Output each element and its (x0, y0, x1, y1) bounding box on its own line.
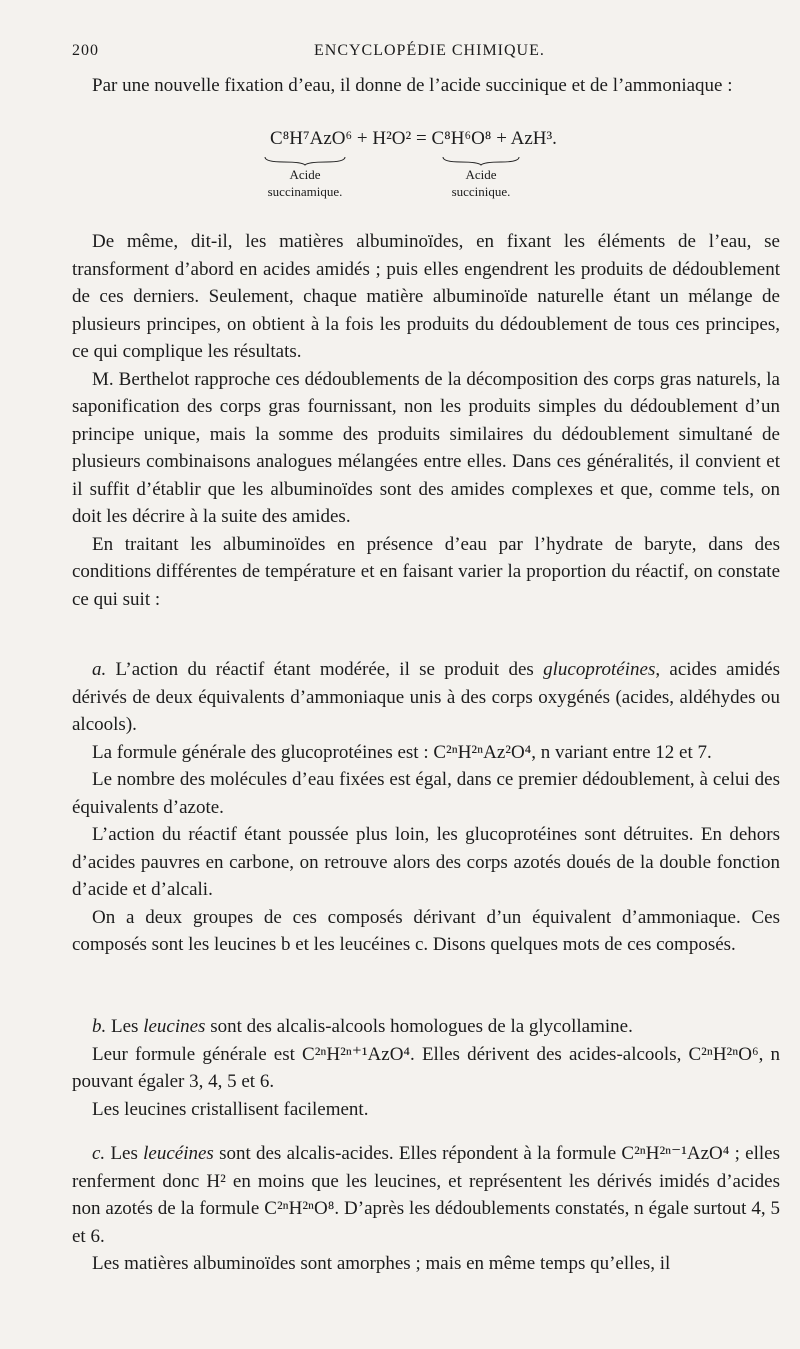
equation-plus-1: + (352, 128, 373, 149)
main-text-block-1 (72, 228, 780, 613)
section-a (72, 656, 780, 959)
item-c-text-1: Les (105, 1143, 144, 1164)
section-b (72, 1013, 780, 1123)
equation-rhs-1: C⁸H⁶O⁸ (431, 128, 492, 149)
item-a-label: a. (92, 659, 107, 680)
paragraph-5: Le nombre des molécules d’eau fixées est égal, dans ce premier dédoublement, à celui des équivalents d’azote. (72, 769, 780, 818)
item-a (72, 656, 780, 739)
item-c-label: c. (92, 1143, 106, 1164)
left-brace-icon (264, 156, 346, 166)
paragraph-9: Les leucines cristallisent facilement. (92, 1098, 369, 1120)
chemical-equation (0, 128, 800, 208)
paragraph-3: En traitant les albuminoïdes en présence d’eau par l’hydrate de baryte, dans des conditions différentes de température et en faisant varier la proportion du réactif, on constate ce qui suit : (72, 533, 780, 610)
item-b-text-1: Les (106, 1016, 144, 1037)
item-a-text-2: , acides amidés dérivés de deux équivalents d’ammoniaque unis à des corps oxygénés (acides, aldéhydes ou alcools). (72, 659, 780, 735)
label-succinique (421, 166, 541, 200)
page-number: 200 (72, 42, 99, 59)
page-header (72, 42, 780, 66)
item-c-text-2: sont des alcalis-acides. Elles répondent à la formule C²ⁿH²ⁿ⁻¹AzO⁴ ; elles renferment donc H² en moins que les leucines, et représentent les dérivés imidés d’acides non azotés de la formule C²ⁿH²ⁿO⁸. D’après les dédoublements constatés, n égale surtout 4, 5 et 6. (72, 1143, 780, 1247)
paragraph-8: Leur formule générale est C²ⁿH²ⁿ⁺¹AzO⁴. Elles dérivent des acides-alcools, C²ⁿH²ⁿO⁶, n pouvant égaler 3, 4, 5 et 6. (72, 1043, 780, 1092)
right-brace-icon (442, 156, 520, 166)
item-b-text-2: sont des alcalis-alcools homologues de la glycollamine. (205, 1016, 633, 1037)
label-right-line-1: Acide (465, 167, 497, 182)
label-right-line-2: succinique. (451, 184, 511, 199)
paragraph-7: On a deux groupes de ces composés dérivant d’un équivalent d’ammoniaque. Ces composés sont les leucines b et les leucéines c. Disons quelques mots de ces composés. (72, 906, 780, 955)
equation-lhs-1: C⁸H⁷AzO⁶ (270, 128, 353, 149)
item-c-italic: leucéines (143, 1143, 214, 1164)
intro-text: Par une nouvelle fixation d’eau, il donne de l’acide succinique et de l’ammoniaque : (92, 75, 733, 96)
equation-plus-2: + (491, 128, 511, 149)
equation-line (270, 128, 557, 150)
equation-rhs-2: AzH³. (510, 128, 557, 149)
item-a-text-1: L’action du réactif étant modérée, il se produit des (106, 659, 544, 680)
paragraph-2: M. Berthelot rapproche ces dédoublements de la décomposition des corps gras naturels, la saponification des corps gras fournissant, non les produits simples du dédoublement d’un principe unique, mais la somme des produits similaires du dédoublement simultané de plusieurs combinaisons analogues mélangées entre elles. Dans ces généralités, il convient et il suffit d’établir que les albuminoïdes sont des amides complexes et que, comme tels, on doit les décrire à la suite des amides. (72, 368, 780, 527)
item-c (72, 1140, 780, 1250)
item-a-italic: glucoprotéines (543, 659, 656, 680)
paragraph-10: Les matières albuminoïdes sont amorphes ; mais en même temps qu’elles, il (92, 1253, 671, 1274)
label-left-line-2: succinamique. (267, 184, 343, 199)
label-succinamique (245, 166, 365, 200)
equation-lhs-2: H²O² (372, 128, 412, 149)
paragraph-4: La formule générale des glucoprotéines est : C²ⁿH²ⁿAz²O⁴, n variant entre 12 et 7. (92, 741, 712, 763)
section-c (72, 1140, 780, 1278)
paragraph-6: L’action du réactif étant poussée plus loin, les glucoprotéines sont détruites. En dehors d’acides pauvres en carbone, on retrouve alors des corps azotés doués de la double fonction d’acide et d’alcali. (72, 824, 780, 900)
intro-paragraph (72, 72, 780, 100)
equation-equals: = (411, 128, 432, 149)
item-b-label: b. (92, 1016, 107, 1037)
item-b (72, 1013, 780, 1041)
paragraph-1: De même, dit-il, les matières albuminoïdes, en fixant les éléments de l’eau, se transforment d’abord en acides amidés ; puis elles engendrent les produits de dédoublement de ces derniers. Seulement, chaque matière albuminoïde naturelle étant un mélange de plusieurs principes, on obtient à la fois les produits du dédoublement de tous ces principes, ce qui complique les résultats. (72, 231, 780, 362)
item-b-italic: leucines (143, 1016, 206, 1037)
label-left-line-1: Acide (289, 167, 321, 182)
running-title: ENCYCLOPÉDIE CHIMIQUE. (314, 42, 545, 59)
